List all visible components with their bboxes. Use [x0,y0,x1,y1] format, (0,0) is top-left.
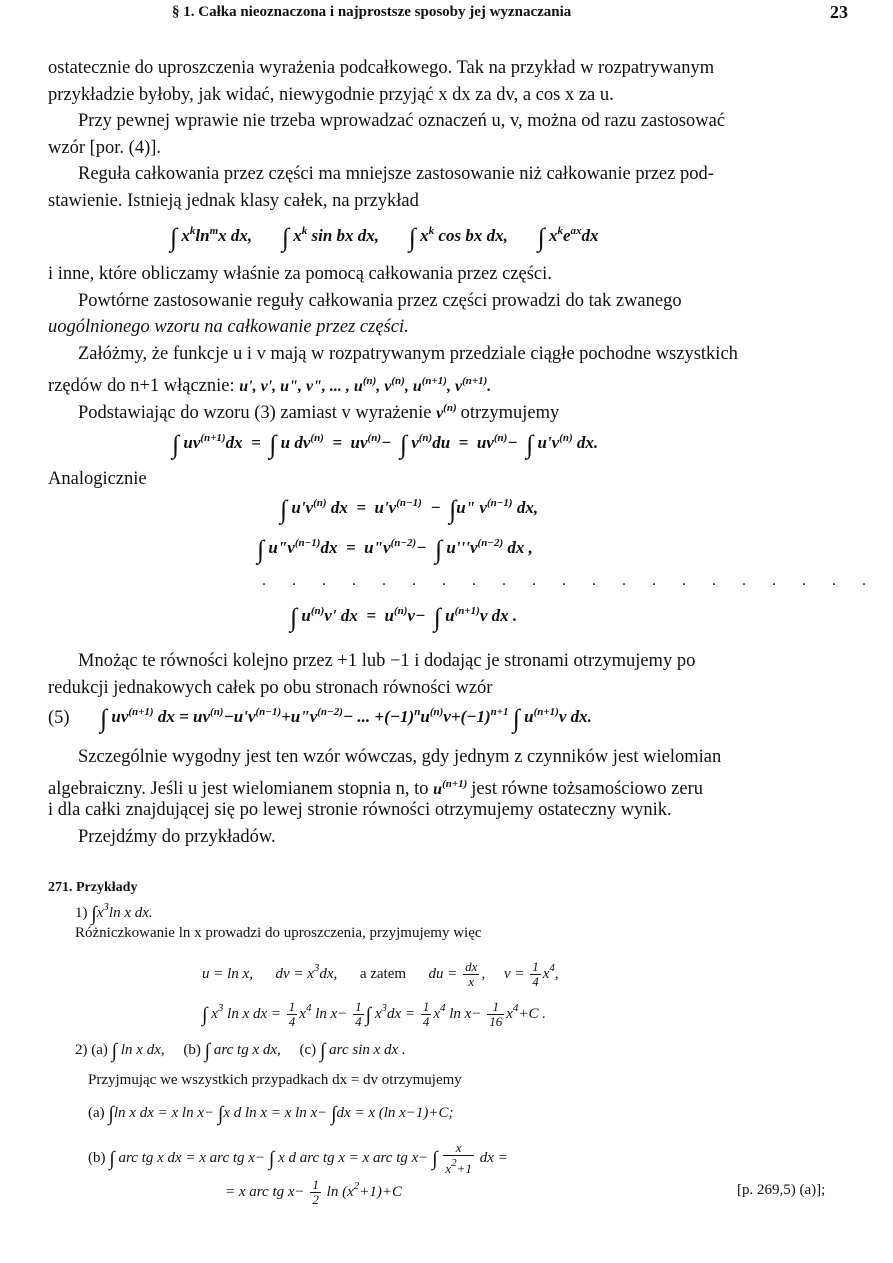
example-1-substitution: u = ln x, dv = $x^3dx$, a zatem du = $\frac{dx}{x}$ , v = $\frac{1}{4}$ $x^4$, [202,959,559,989]
example-label: (c) [299,1042,317,1058]
paragraph-line: algebraiczny. Jeśli u jest wielomianem stopnia n, to $u^{(n+1)}$ jest równe tożsamościowo zeru [48,778,703,799]
page-number: 23 [830,2,848,22]
paragraph-line: przykładzie byłoby, jak widać, niewygodnie przyjąć x dx za dv, a cos x za u. [48,85,614,105]
example-2a-result: (a) ∫ln x dx = x ln x− ∫x d ln x = x ln x− ∫dx = x (ln x−1)+C; [88,1103,454,1125]
paragraph-line: ostatecznie do uproszczenia wyrażenia podcałkowego. Tak na przykład w rozpatrywanym [48,58,715,78]
paragraph-line: Mnożąc te równości kolejno przez +1 lub −1 i dodając je stronami otrzymujemy po [78,651,696,671]
paragraph-line: stawienie. Istnieją jednak klasy całek, na przykład [48,191,419,211]
formula-5: ∫ $uv^{(n+1)}$ dx = $uv^{(n)}-u'v^{(n-1)}+u"v^{(n-2)}-$ ... $+(-1)^nu^{(n)}v+(-1)^{n+1}$ ∫ $u^{(n+1)}v$ dx. [100,704,592,733]
formula-analog-2: ∫ $u"v^{(n-1)}dx$ = $u"v^{(n-2)}-$ ∫ $u'''v^{(n-2)}$ dx , [257,535,533,564]
running-header: § 1. Całka nieoznaczona i najprostsze sposoby jej wyznaczania [172,4,572,20]
paragraph-line: i inne, które obliczamy właśnie za pomocą całkowania przez części. [48,264,552,284]
zatem-text: a zatem [359,965,407,982]
paragraph-line: redukcji jednakowych całek po obu stronach równości wzór [48,678,493,698]
paragraph-line: Przy pewnej wprawie nie trzeba wprowadzać oznaczeń u, v, można od razu zastosować [78,111,726,131]
paragraph-line-italic: uogólnionego wzoru na całkowanie przez części. [48,317,409,337]
ellipsis-row: . . . . . . . . . . . . . . . . . . . . . [262,572,877,589]
paragraph-text: Podstawiając do wzoru (3) zamiast v wyrażenie [78,403,432,423]
paragraph-line: i dla całki znajdującej się po lewej stronie równości otrzymujemy ostateczny wynik. [48,800,672,820]
example-2b-result: (b) ∫ arc tg x dx = x arc tg x− ∫ x d arc tg x = x arc tg x− ∫ $\frac{x}{x^2+1}$ dx = [88,1140,508,1176]
integral-classes-formula: ∫ $x^k\ln^mx$ dx, ∫ $x^k$ sin bx dx, ∫ $x^k$ cos bx dx, ∫ $x^ke^{ax}dx$ [170,223,599,252]
formula-analog-1: ∫ $u'v^{(n)}$ dx = $u'v^{(n-1)} - \int u$" $v^{(n-1)}$ dx, [280,495,539,524]
formula-substitution: ∫ $uv^{(n+1)}dx$ = ∫ u $dv^{(n)} = uv^{(n)}-$ ∫ $v^{(n)}du = uv^{(n)}-$ ∫ $u'v^{(n)}$ dx. [172,430,599,459]
paragraph-line: Powtórne zastosowanie reguły całkowania przez części prowadzi do tak zwanego [78,291,682,311]
paragraph-text: jest równe tożsamościowo zeru [471,779,703,799]
section-title: Przykłady [76,880,138,895]
example-label: (a) [88,1105,105,1121]
paragraph-text: algebraiczny. Jeśli u jest wielomianem stopnia n, to [48,779,429,799]
section-heading [48,880,137,896]
example-2b-continued: = x arc tg x− $\frac{1}{2}$ $\ln (x^2+1)+C$ [225,1177,402,1207]
paragraph-line: wzór [por. (4)]. [48,138,162,158]
paragraph-line: Przejdźmy do przykładów. [78,827,276,847]
paragraph-line: rzędów do n+1 włącznie: u', v', u", v", ... , $u^{(n)}$, $v^{(n)}$, $u^{(n+1)}$, $v^{(n+1)}$. [48,375,492,396]
paragraph-line: Załóżmy, że funkcje u i v mają w rozpatrywanym przedziale ciągłe pochodne wszystkich [78,344,738,364]
cross-reference: [p. 269,5) (a)]; [737,1182,826,1198]
example-2-heading: 2) (a) ∫ ln x dx, (b) ∫ arc tg x dx, (c) ∫ arc sin x dx . [75,1040,406,1062]
paragraph-text: rzędów do n+1 włącznie: [48,376,235,396]
section-number: 271. [48,880,73,895]
formula-analog-3: ∫ $u^{(n)}v'$ dx = $u^{(n)}v-$ ∫ $u^{(n+1)}v$ dx . [290,603,518,632]
example-label: 2) (a) [75,1042,108,1058]
example-2-text: Przyjmując we wszystkich przypadkach dx = dv otrzymujemy [88,1072,462,1088]
paragraph-line: Szczególnie wygodny jest ten wzór wówczas, gdy jednym z czynników jest wielomian [78,747,722,767]
example-label: (b) [183,1042,201,1058]
paragraph-line: Analogicznie [48,469,147,489]
example-1-heading: 1) $\int x^3\ln$ x dx. [75,901,153,925]
paragraph-line: Podstawiając do wzoru (3) zamiast v wyrażenie $v^{(n)}$ otrzymujemy [78,402,560,423]
example-1-text: Różniczkowanie ln x prowadzi do uproszczenia, przyjmujemy więc [75,925,482,941]
paragraph-line: Reguła całkowania przez części ma mniejsze zastosowanie niż całkowanie przez pod- [78,164,714,184]
example-1-result: ∫ $x^3$ ln x dx = $\frac{1}{4}$ $x^4$ ln x− $\frac{1}{4}$ ∫ $x^3dx$ = $\frac{1}{4}$ $x^4$ ln x− $\frac{1}{16}$ $x^4+C$ . [202,999,547,1029]
equation-label: (5) [48,708,70,728]
example-label: 1) [75,905,88,921]
paragraph-text: otrzymujemy [460,403,560,423]
example-label: (b) [88,1149,106,1166]
